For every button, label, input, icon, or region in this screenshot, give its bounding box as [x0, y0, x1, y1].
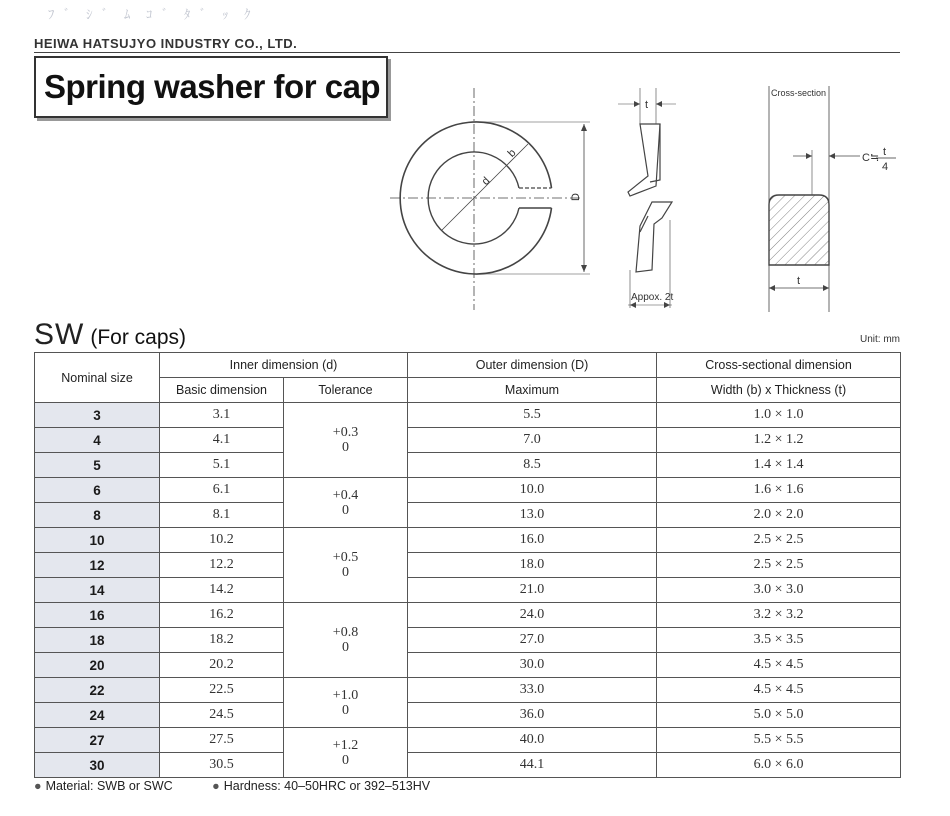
cell-tolerance [284, 478, 408, 528]
spec-notes [34, 779, 430, 793]
cell-outer: 36.0 [408, 703, 657, 728]
washer-diagram [0, 0, 950, 330]
cell-nominal: 18 [35, 628, 160, 653]
cell-outer: 16.0 [408, 528, 657, 553]
cell-tolerance [284, 403, 408, 478]
cell-cross: 4.5 × 4.5 [657, 653, 901, 678]
table-row [35, 553, 901, 578]
table-row [35, 578, 901, 603]
company-name: HEIWA HATSUJYO INDUSTRY CO., LTD. [34, 36, 298, 51]
cell-cross: 4.5 × 4.5 [657, 678, 901, 703]
label-t-top: t [645, 99, 649, 111]
cell-outer: 8.5 [408, 453, 657, 478]
cell-outer: 27.0 [408, 628, 657, 653]
table-row [35, 703, 901, 728]
cell-cross: 3.2 × 3.2 [657, 603, 901, 628]
cell-nominal: 10 [35, 528, 160, 553]
cell-basic: 3.1 [160, 403, 284, 428]
cell-basic: 16.2 [160, 603, 284, 628]
cell-basic: 22.5 [160, 678, 284, 703]
cell-basic: 27.5 [160, 728, 284, 753]
cell-nominal: 20 [35, 653, 160, 678]
material-note: Material: SWB or SWC [45, 779, 173, 793]
table-row [35, 478, 901, 503]
cell-nominal: 5 [35, 453, 160, 478]
header-width-thickness: Width (b) x Thickness (t) [657, 378, 901, 403]
cell-cross: 1.2 × 1.2 [657, 428, 901, 453]
cell-outer: 10.0 [408, 478, 657, 503]
table-row [35, 503, 901, 528]
cell-nominal: 6 [35, 478, 160, 503]
table-body [35, 403, 901, 778]
label-c: C≒ [862, 152, 880, 164]
page-title: Spring washer for cap [44, 68, 381, 105]
cell-outer: 13.0 [408, 503, 657, 528]
cell-nominal: 12 [35, 553, 160, 578]
cell-cross: 1.4 × 1.4 [657, 453, 901, 478]
label-c-numerator: t [883, 146, 887, 158]
tol-plus: +1.2 [332, 737, 359, 753]
header-nominal: Nominal size [35, 353, 160, 403]
cell-tolerance [284, 528, 408, 603]
cell-outer: 30.0 [408, 653, 657, 678]
table-row [35, 528, 901, 553]
cell-basic: 30.5 [160, 753, 284, 778]
header-cross: Cross-sectional dimension [657, 353, 901, 378]
cell-basic: 14.2 [160, 578, 284, 603]
cell-outer: 18.0 [408, 553, 657, 578]
section-code: SW [34, 318, 85, 351]
cell-cross: 3.5 × 3.5 [657, 628, 901, 653]
header-basic: Basic dimension [160, 378, 284, 403]
cell-basic: 18.2 [160, 628, 284, 653]
cell-basic: 24.5 [160, 703, 284, 728]
cell-cross: 3.0 × 3.0 [657, 578, 901, 603]
tol-plus: +0.3 [332, 425, 359, 440]
cell-nominal: 4 [35, 428, 160, 453]
unit-label: Unit: mm [860, 334, 900, 345]
faint-header-text: ﾌ ﾞ ｼ ﾞ ﾑ ｺ ﾞ ﾀ ﾞ ｯ ｸ [48, 7, 257, 22]
header-outer: Outer dimension (D) [408, 353, 657, 378]
cell-nominal: 30 [35, 753, 160, 778]
cell-outer: 44.1 [408, 753, 657, 778]
label-appox: Appox. 2t [631, 292, 674, 303]
header-maximum: Maximum [408, 378, 657, 403]
table-row [35, 403, 901, 428]
cell-basic: 8.1 [160, 503, 284, 528]
tol-plus: +0.4 [332, 487, 359, 503]
cell-nominal: 24 [35, 703, 160, 728]
cell-outer: 33.0 [408, 678, 657, 703]
cell-outer: 5.5 [408, 403, 657, 428]
bullet-icon: ● [34, 779, 42, 793]
cell-tolerance [284, 603, 408, 678]
washer-side-view [618, 88, 676, 308]
tol-plus: +0.5 [332, 550, 359, 565]
table-row [35, 603, 901, 628]
cell-cross: 1.0 × 1.0 [657, 403, 901, 428]
section-heading [34, 318, 186, 352]
section-subtitle: (For caps) [90, 326, 187, 349]
table-row [35, 628, 901, 653]
tol-plus: +1.0 [332, 687, 359, 703]
tol-zero: 0 [342, 502, 349, 518]
washer-top-view [390, 88, 590, 310]
cell-cross: 2.5 × 2.5 [657, 528, 901, 553]
cell-tolerance [284, 728, 408, 778]
label-c-denominator: 4 [882, 161, 889, 173]
cell-cross: 6.0 × 6.0 [657, 753, 901, 778]
cell-outer: 21.0 [408, 578, 657, 603]
cell-outer: 40.0 [408, 728, 657, 753]
cell-cross: 2.5 × 2.5 [657, 553, 901, 578]
cross-section-view [769, 86, 896, 312]
cell-basic: 4.1 [160, 428, 284, 453]
cell-basic: 12.2 [160, 553, 284, 578]
cell-tolerance [284, 678, 408, 728]
cell-cross: 5.5 × 5.5 [657, 728, 901, 753]
cell-nominal: 22 [35, 678, 160, 703]
label-b: b [505, 146, 519, 160]
header-tolerance: Tolerance [284, 378, 408, 403]
label-cross-section: Cross-section [771, 88, 827, 98]
label-t-bottom: t [797, 275, 801, 287]
label-D: D [570, 193, 582, 201]
cell-nominal: 27 [35, 728, 160, 753]
cell-basic: 10.2 [160, 528, 284, 553]
cell-basic: 5.1 [160, 453, 284, 478]
spec-table [34, 352, 901, 778]
tol-plus: +0.8 [332, 625, 359, 640]
cell-outer: 24.0 [408, 603, 657, 628]
table-row [35, 728, 901, 753]
label-d: d [479, 174, 493, 188]
cell-cross: 5.0 × 5.0 [657, 703, 901, 728]
tol-zero: 0 [342, 440, 349, 455]
table-row [35, 678, 901, 703]
tol-zero: 0 [342, 702, 349, 718]
cell-outer: 7.0 [408, 428, 657, 453]
table-row [35, 753, 901, 778]
tol-zero: 0 [342, 752, 349, 768]
table-row [35, 453, 901, 478]
header-inner: Inner dimension (d) [160, 353, 408, 378]
cell-nominal: 3 [35, 403, 160, 428]
bullet-icon: ● [212, 779, 220, 793]
cell-basic: 6.1 [160, 478, 284, 503]
cell-nominal: 8 [35, 503, 160, 528]
table-row [35, 428, 901, 453]
cell-basic: 20.2 [160, 653, 284, 678]
cell-nominal: 16 [35, 603, 160, 628]
tol-zero: 0 [342, 640, 349, 655]
tol-zero: 0 [342, 565, 349, 580]
hardness-note: Hardness: 40–50HRC or 392–513HV [223, 779, 431, 793]
cell-cross: 2.0 × 2.0 [657, 503, 901, 528]
table-row [35, 653, 901, 678]
cell-cross: 1.6 × 1.6 [657, 478, 901, 503]
cell-nominal: 14 [35, 578, 160, 603]
